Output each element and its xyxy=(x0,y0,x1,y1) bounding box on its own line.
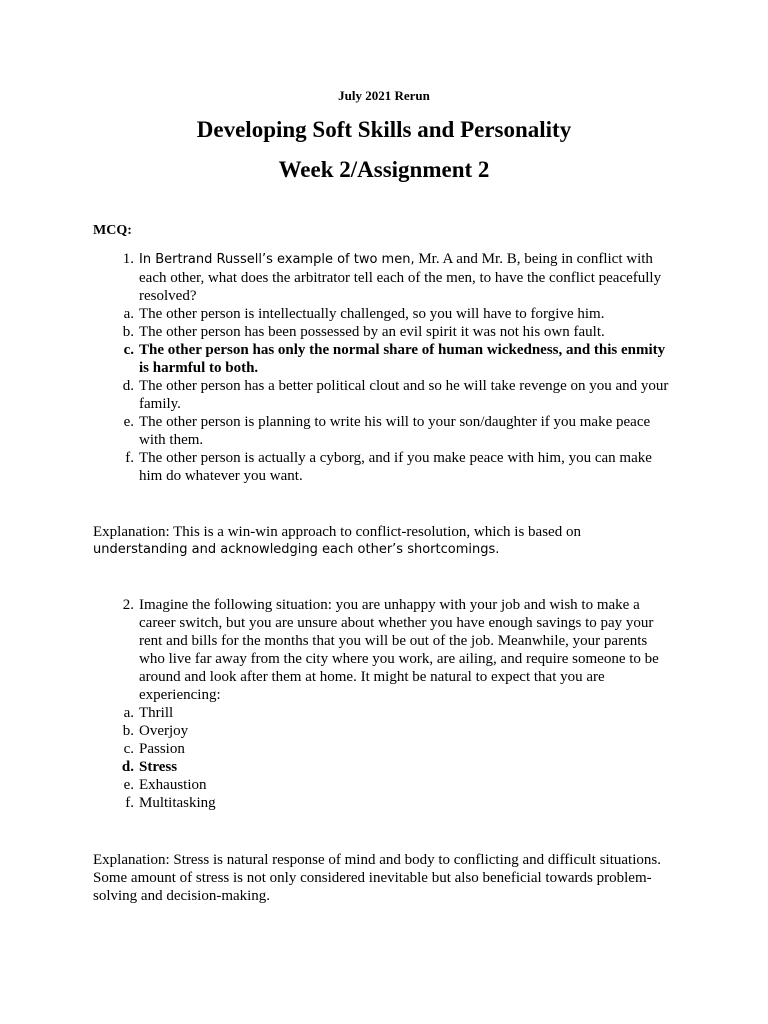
question-1-stem xyxy=(110,250,675,305)
explanation-1-line1: Explanation: This is a win-win approach to conflict-resolution, which is based on xyxy=(93,524,581,540)
option-letter: d. xyxy=(122,378,134,394)
option-d xyxy=(110,377,675,413)
option-letter: b. xyxy=(122,723,134,739)
question-1 xyxy=(110,250,675,485)
option-d-correct xyxy=(110,758,675,776)
option-text: Thrill xyxy=(139,705,174,721)
option-c xyxy=(110,740,675,758)
option-b xyxy=(110,722,675,740)
option-text: Exhaustion xyxy=(139,777,207,793)
option-text: The other person is planning to write his will to your son/daughter if you make peace with them. xyxy=(139,414,651,448)
document-title: Developing Soft Skills and Personality xyxy=(196,117,572,142)
option-letter: c. xyxy=(123,741,134,757)
section-label: MCQ: xyxy=(93,223,132,238)
option-text: Multitasking xyxy=(139,795,216,811)
option-text: The other person has been possessed by an evil spirit it was not his own fault. xyxy=(139,324,605,340)
question-2-stem xyxy=(110,596,675,704)
option-text: Passion xyxy=(139,741,185,757)
question-number: 2. xyxy=(122,597,134,613)
option-c-correct xyxy=(110,341,675,377)
option-text: The other person is actually a cyborg, and if you make peace with him, you can make him do whatever you want. xyxy=(139,450,652,484)
option-e xyxy=(110,776,675,794)
option-a xyxy=(110,704,675,722)
option-a xyxy=(110,305,675,323)
option-letter: c. xyxy=(123,342,134,358)
option-letter: a. xyxy=(123,705,134,721)
option-letter: f. xyxy=(125,450,134,466)
option-letter: e. xyxy=(123,414,134,430)
explanation-1-line2: understanding and acknowledging each other’s shortcomings. xyxy=(93,542,500,557)
rerun-label: July 2021 Rerun xyxy=(338,88,430,103)
option-letter: d. xyxy=(121,759,134,775)
question-text: Imagine the following situation: you are unhappy with your job and wish to make a career switch, but you are unsure about whether you have enough savings to pay your rent and bills for the months that you will be out of the job. Meanwhile, your parents who live far away from the city where you work, are ailing, and require someone to be around and look after them at home. It might be natural to expect that you are experiencing: xyxy=(139,597,659,703)
option-text: The other person has a better political clout and so he will take revenge on you and your family. xyxy=(139,378,669,412)
question-text: Mr. A and Mr. B, being in conflict with each other, what does the arbitrator tell each of the men, to have the conflict peacefully resolved? xyxy=(139,251,662,304)
option-letter: f. xyxy=(125,795,134,811)
option-b xyxy=(110,323,675,341)
option-e xyxy=(110,413,675,449)
explanation-2: Explanation: Stress is natural response of mind and body to conflicting and difficult situations. Some amount of stress is not only considered inevitable but also beneficial towards problem-solving and decision-making. xyxy=(93,852,661,904)
option-text: Stress xyxy=(139,759,178,775)
question-2 xyxy=(110,596,675,812)
option-f xyxy=(110,794,675,812)
option-text: The other person has only the normal share of human wickedness, and this enmity is harmful to both. xyxy=(139,342,666,376)
option-letter: b. xyxy=(122,324,134,340)
option-text: The other person is intellectually challenged, so you will have to forgive him. xyxy=(139,306,605,322)
option-letter: e. xyxy=(123,777,134,793)
question-number: 1. xyxy=(122,251,134,267)
question-text-sans: In Bertrand Russell’s example of two men, xyxy=(139,252,415,267)
option-f xyxy=(110,449,675,485)
option-letter: a. xyxy=(123,306,134,322)
option-text: Overjoy xyxy=(139,723,189,739)
explanation-1 xyxy=(93,523,673,559)
assignment-title: Week 2/Assignment 2 xyxy=(278,157,490,182)
